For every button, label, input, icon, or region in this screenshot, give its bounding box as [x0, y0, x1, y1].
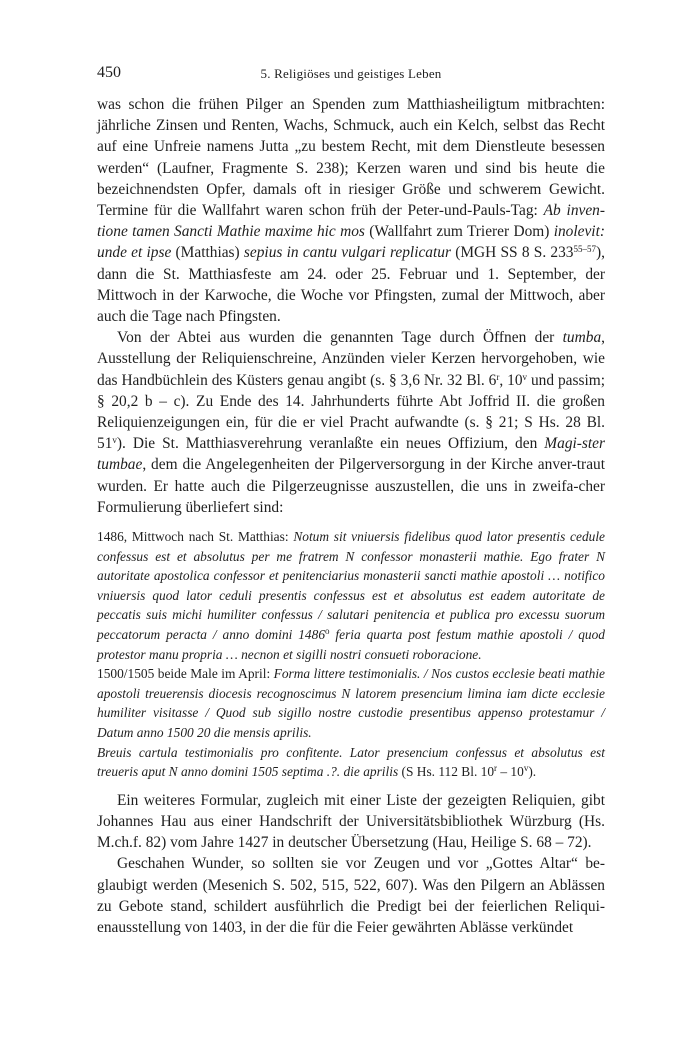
latin-quote: Ab inven-tione tamen Sancti Mathie maxime hic mos — [97, 202, 606, 241]
latin-quote: sepius in cantu vulgari replicatur — [243, 244, 451, 262]
paragraph-hau-formular — [97, 790, 605, 854]
extract-1486 — [97, 527, 605, 664]
extract-1500-1505 — [97, 664, 605, 742]
superscript: o — [325, 626, 330, 637]
latin-quote: Notum sit vniuersis fidelibus quod lator presentis cedule confessus est et absolutus per me fratrem N confessor monasterii mathie. Ego frater N autoritate apostolica confessor et penitenciarius monasterii sancti mathie apostoli … notifico vniuersis quod lator ceduli presentis confessus est et absolutus est eadem autoritate de peccatis suis michi humiliter confessus / salutari penitencia et publica pro excessu suorum peccatorum peracta / anno domini 1486 — [97, 529, 605, 643]
latin-term: tumba — [562, 329, 602, 347]
text-run: , dem die Angelegenheiten der Pilgerversorgung in der Kirche anver-traut wurden. Er hatte auch die Pilgerzeugnisse auszustellen, die uns in zweifa-cher Formulierung überliefert sind: — [97, 456, 605, 516]
superscript: v — [523, 763, 529, 774]
text-run: ). — [528, 764, 537, 780]
superscript: 55–57 — [573, 244, 597, 255]
superscript: v — [112, 435, 117, 446]
running-head: 5. Religiöses und geistiges Leben — [260, 66, 442, 81]
paragraph-donations — [97, 94, 605, 327]
text-run: (S Hs. 112 Bl. 10 — [398, 764, 495, 780]
text-run: Von der Abtei aus wurden die genannten Tage durch Öffnen der — [117, 329, 563, 347]
text-run: ). Die St. Matthiasverehrung veranlaßte ein neues Offizium, den — [116, 435, 545, 453]
latin-quote: Breuis cartula testimonialis pro confitente. Lator presencium confessus et absolutus est treueris aput N anno domini 1505 septima .?. die aprilis — [97, 744, 605, 780]
latin-term: Magi-ster tumbae — [97, 435, 605, 474]
superscript: r — [494, 763, 498, 774]
text-run: 1500/1505 beide Male im April: — [97, 666, 274, 682]
text-run: – 10 — [497, 764, 524, 780]
page-number: 450 — [97, 64, 121, 81]
main-text — [97, 94, 605, 938]
latin-quote: inolevit: unde et ipse — [97, 223, 605, 262]
document-extracts — [97, 527, 605, 782]
text-run: , Ausstellung der Reliquienschreine, Anzünden vieler Kerzen hervorgehoben, wie das Handbüchlein des Küsters genau angibt (s. § 3,6 Nr. 32 Bl. 6 — [97, 329, 605, 389]
text-run: Geschahen Wunder, so sollten sie vor Zeugen und vor „Gottes Altar“ be-glaubigt werden (Mesenich S. 502, 515, 522, 607). Was den Pilgern an Ablässen zu Gebote stand, schildert ausführlich die Predigt bei der feierlichen Reliqui-enausstellung von 1403, in der die für die Feier gewährten Ablässe verkündet — [97, 855, 605, 936]
superscript: v — [522, 371, 528, 382]
text-run: , 10 — [499, 371, 523, 389]
text-run: ), dann die St. Matthiasfeste am 24. oder 25. Februar und 1. September, der Mittwoch in der Karwoche, die Woche vor Pfingsten, zumal der Mittwoch, aber auch die Tage nach Pfingsten. — [97, 244, 605, 326]
text-run: Ein weiteres Formular, zugleich mit einer Liste der gezeigten Reliquien, gibt Johannes Hau aus einer Handschrift der Universitätsbibliothek Würzburg (Hs. M.ch.f. 82) vom Jahre 1427 in deutscher Übersetzung (Hau, Heilige S. 68 – 72). — [97, 791, 605, 852]
text-run: (Wallfahrt zum Trierer Dom) — [364, 223, 554, 241]
paragraph-abbey-days — [97, 327, 605, 518]
text-run: und passim; § 20,2 b – c). Zu Ende des 14. Jahrhunderts führte Abt Joffrid II. die großen Reliquienzeigungen ein, für die er viel Pracht aufwandte (s. § 21; S Hs. 28 Bl. 51 — [97, 371, 606, 453]
text-run: 1486, Mittwoch nach St. Matthias: — [97, 529, 294, 545]
superscript: r — [496, 371, 500, 382]
latin-quote: Forma littere testimonialis. / Nos custos ecclesie beati mathie apostoli treuerensis diocesis recognoscimus N latorem presencium limina iam dicte ecclesie humiliter visitasse / Quod sub sigillo nostre custodie presentibus appenso protestamur / Datum anno 1500 20 die mensis aprilis. — [97, 666, 605, 740]
paragraph-miracles — [97, 853, 605, 938]
extract-1505 — [97, 743, 605, 782]
text-run: was schon die frühen Pilger an Spenden zum Matthiasheiligtum mitbrachten: jährliche Zinsen und Renten, Wachs, Schmuck, auch ein Kelch, selbst das Recht auf eine Unfreie namens Jutta „zu bestem Recht, mit dem Dienstleute besessen werden“ (Laufner, Fragmente S. 238); Kerzen waren und sind bis heute die bezeichnendsten Opfer, damals oft in riesiger Größe und schwerem Gewicht. Termine für die Wallfahrt waren schon früh der Peter-und-Pauls-Tag: — [97, 96, 605, 220]
page-header — [97, 64, 605, 84]
text-run: (Matthias) — [171, 244, 244, 262]
latin-quote: feria quarta post festum mathie apostoli / quod protestor manu propria … necnon et sigilli nostri consueti roboracione. — [97, 627, 605, 662]
text-run: (MGH SS 8 S. 233 — [450, 244, 574, 262]
